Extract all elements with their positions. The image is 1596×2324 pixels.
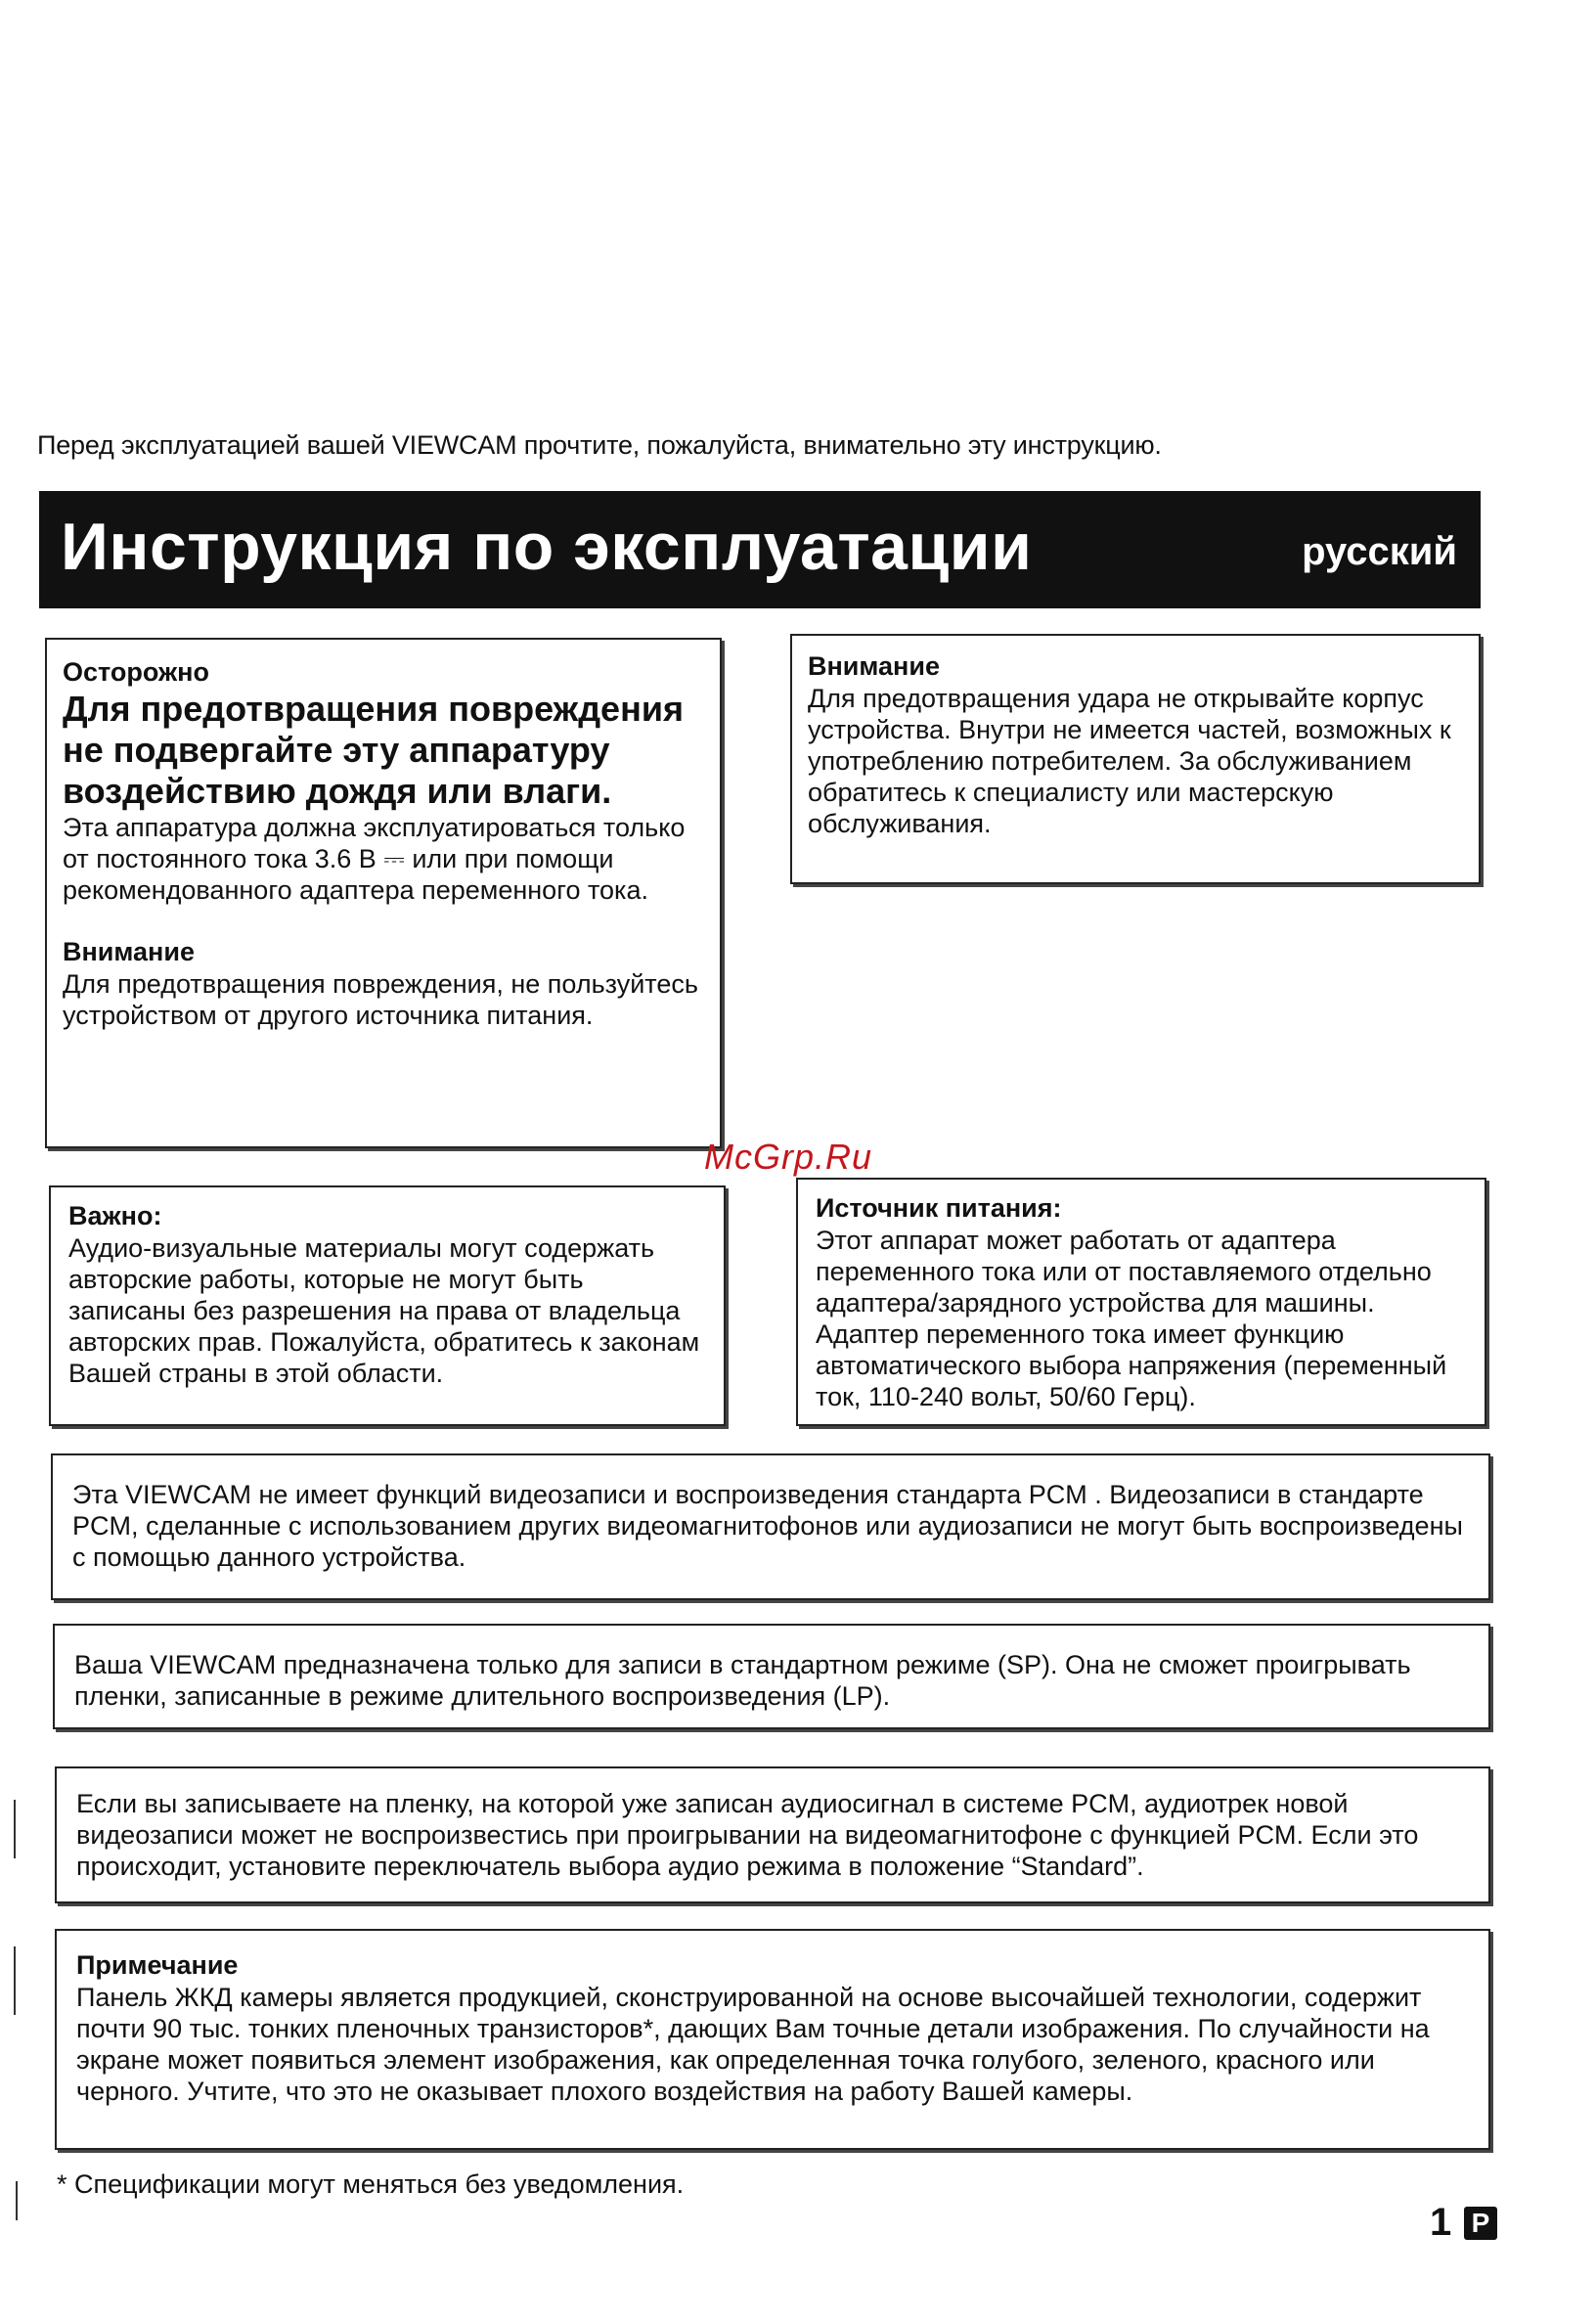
warning-box (790, 634, 1481, 884)
important-label: Важно: (68, 1201, 162, 1230)
power-source-text: Этот аппарат может работать от адаптера переменного тока или от поставляемого отдельно адаптера/зарядного устройства для машины. Адаптер переменного тока имеет функцию автоматического выбора напряжения (переменный ток, 110-240 вольт, 50/60 Герц). (816, 1226, 1447, 1411)
note-box (55, 1929, 1490, 2150)
sp-mode-box (53, 1624, 1490, 1729)
power-source-label: Источник питания: (816, 1193, 1062, 1223)
note-label: Примечание (76, 1950, 239, 1980)
pcm-notice-box (51, 1453, 1490, 1600)
warning-label: Внимание (808, 651, 940, 681)
language-label: русский (1302, 530, 1457, 573)
caution-attention-label: Внимание (63, 937, 195, 966)
page-number: 1 (1430, 2201, 1452, 2244)
margin-mark (16, 2181, 18, 2220)
important-text: Аудио-визуальные материалы могут содержать авторские работы, которые не могут быть записаны без разрешения на права от владельца авторских прав. Пожалуйста, обратитесь к законам Вашей страны в этой области. (68, 1233, 700, 1388)
important-box (49, 1185, 726, 1426)
language-badge: P (1464, 2207, 1497, 2240)
pcm-notice-text: Эта VIEWCAM не имеет функций видеозаписи и воспроизведения стандарта PCM . Видеозаписи в стандарте PCM, сделанные с использованием других видеомагнитофонов или аудиозаписи не могут быть воспроизведены с помощью данного устройства. (72, 1480, 1463, 1572)
audio-mode-box (55, 1766, 1490, 1903)
note-text: Панель ЖКД камеры является продукцией, сконструированной на основе высочайшей технологии, содержит почти 90 тыс. тонких пленочных транзисторов*, дающих Вам точные детали изображения. По случайности на экране может появиться элемент изображения, как определенная точка голубого, зеленого, красного или черного. Учтите, что это не оказывает плохого воздействия на работу Вашей камеры. (76, 1983, 1430, 2106)
power-source-box (796, 1178, 1486, 1426)
margin-mark (14, 1800, 16, 1858)
margin-mark (14, 1946, 16, 2015)
title-banner (39, 491, 1481, 608)
caution-label: Осторожно (63, 657, 209, 687)
sp-mode-text: Ваша VIEWCAM предназначена только для записи в стандартном режиме (SP). Она не сможет проигрывать пленки, записанные в режиме длительного воспроизведения (LP). (74, 1650, 1411, 1711)
caution-box (45, 638, 722, 1148)
caution-text: Эта аппаратура должна эксплуатироваться только от постоянного тока 3.6 В ⎓ или при помощи рекомендованного адаптера переменного тока. (63, 813, 686, 905)
audio-mode-text: Если вы записываете на пленку, на которой уже записан аудиосигнал в системе PCM, аудиотрек новой видеозаписи может не воспроизвестись при проигрывании на видеомагнитофоне с функцией PCM. Если это происходит, установите переключатель выбора аудио режима в положение “Standard”. (76, 1789, 1419, 1881)
caution-headline: Для предотвращения повреждения не подвергайте эту аппаратуру воздействию дождя или влаги. (63, 689, 684, 811)
intro-text: Перед эксплуатацией вашей VIEWCAM прочтите, пожалуйста, внимательно эту инструкцию. (37, 430, 1162, 460)
watermark: McGrp.Ru (704, 1137, 873, 1177)
caution-attention-text: Для предотвращения повреждения, не пользуйтесь устройством от другого источника питания. (63, 969, 698, 1030)
footnote: * Спецификации могут меняться без уведомления. (57, 2169, 685, 2199)
warning-text: Для предотвращения удара не открывайте корпус устройства. Внутри не имеется частей, возможных к употреблению потребителем. За обслуживанием обратитесь к специалисту или мастерскую обслуживания. (808, 684, 1451, 838)
page-title: Инструкция по эксплуатации (61, 510, 1033, 584)
